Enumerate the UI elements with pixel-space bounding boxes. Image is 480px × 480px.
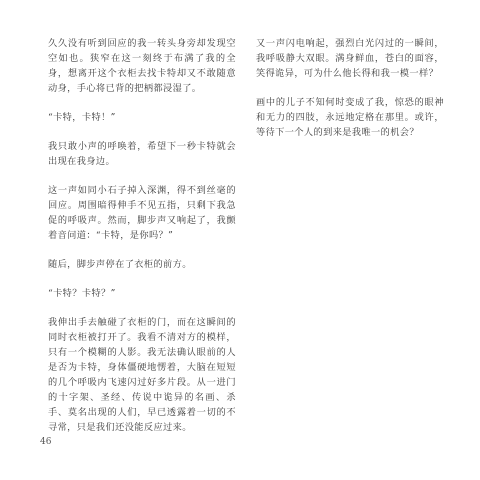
right-column: [256, 36, 444, 154]
paragraph: 我伸出手去触碰了衣柜的门，而在这瞬间的同时衣柜被打开了。我看不清对方的模样，只有一个模糊的人影。我无法确认眼前的人是否为卡特，身体僵硬地愣着，大脑在短短的几个呼吸内飞速闪过好多片段。从一进门的十字架、圣经、传说中诡异的名画、杀手、莫名出现的人们，早已透露着一切的不寻常，只是我们还没能反应过来。: [48, 317, 236, 433]
page-number: 46: [40, 437, 52, 447]
dialogue-line: “卡特？卡特？”: [48, 288, 116, 299]
paragraph: 久久没有听到回应的我一转头身旁却发现空空如也。狭窄在这一刻终于布满了我的全身，想离开这个衣柜去找卡特却又不敢随意动身，手心将已背的把柄都浸湿了。: [48, 38, 236, 94]
paragraph: 这一声如同小石子掉入深渊，得不到丝毫的回应。周围暗得伸手不见五指，只剩下我急促的呼吸声。然而，脚步声又响起了，我颤着音问道：“卡特，是你吗？”: [48, 185, 236, 241]
paragraph: 我只敢小声的呼唤着，希望下一秒卡特就会出现在我身边。: [48, 141, 236, 167]
paragraph: 随后，脚步声停在了衣柜的前方。: [48, 259, 192, 270]
paragraph: 画中的儿子不知何时变成了我，惊恐的眼神和无力的四肢，永远地定格在那里。或许，等待下一个人的到来是我唯一的机会？: [256, 97, 444, 138]
left-column: [48, 36, 236, 449]
dialogue-line: “卡特，卡特！”: [48, 112, 116, 123]
paragraph: 又一声闪电响起，强烈白光闪过的一瞬间，我呼吸静大双眼。满身鲜血，苍白的面容，笑得诡异，可为什么他长得和我一模一样？: [256, 38, 444, 79]
